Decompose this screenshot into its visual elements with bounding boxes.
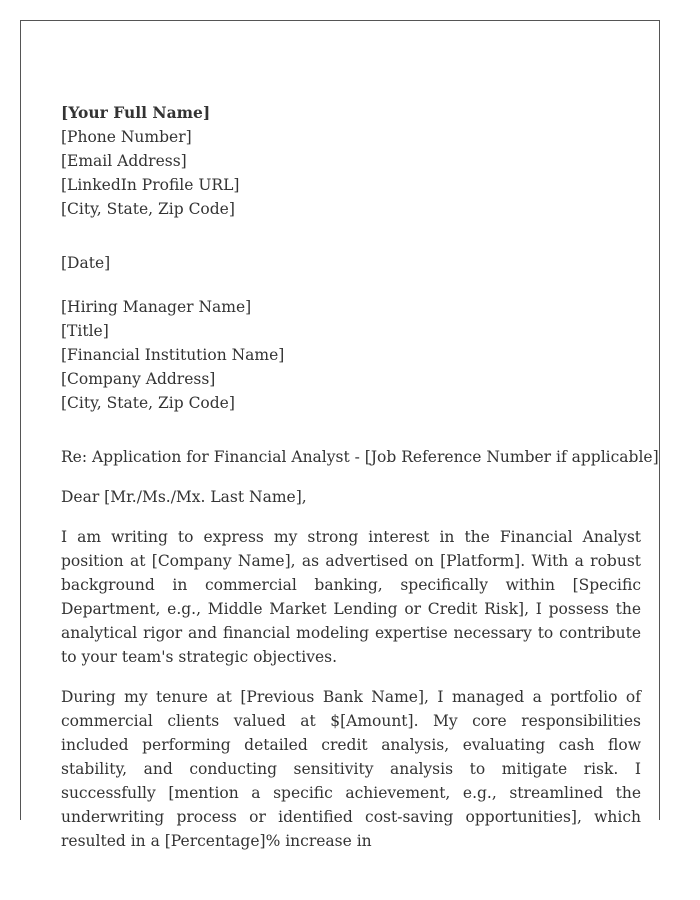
- letter-body: [61, 101, 659, 853]
- salutation: Dear [Mr./Ms./Mx. Last Name],: [61, 488, 307, 506]
- letter-date: [Date]: [61, 254, 111, 272]
- sender-name: [Your Full Name]: [61, 103, 211, 122]
- subject-line: Re: Application for Financial Analyst - [Job Reference Number if applicable]: [61, 448, 659, 466]
- sender-phone: [Phone Number]: [61, 128, 192, 146]
- recipient-institution: [Financial Institution Name]: [61, 346, 285, 364]
- paragraph: I am writing to express my strong interest in the Financial Analyst position at [Company Name], as advertised on [Platform]. With a robust background in commercial banking, specifically within [Specific Department, e.g., Middle Market Lending or Credit Risk], I possess the analytical rigor and financial modeling expertise necessary to contribute to your team's strategic objectives.: [61, 528, 641, 666]
- sender-email: [Email Address]: [61, 152, 187, 170]
- recipient-city: [City, State, Zip Code]: [61, 394, 235, 412]
- recipient-address: [Company Address]: [61, 370, 216, 388]
- sender-block: [61, 101, 641, 221]
- recipient-name: [Hiring Manager Name]: [61, 298, 252, 316]
- sender-city: [City, State, Zip Code]: [61, 200, 235, 218]
- recipient-title: [Title]: [61, 322, 109, 340]
- paragraph: During my tenure at [Previous Bank Name], I managed a portfolio of commercial clients valued at $[Amount]. My core responsibilities included performing detailed credit analysis, evaluating cash flow stability, and conducting sensitivity analysis to mitigate risk. I successfully [mention a specific achievement, e.g., streamlined the underwriting process or identified cost-saving opportunities], which resulted in a [Percentage]% increase in: [61, 688, 641, 850]
- document-page: [20, 20, 660, 850]
- sender-linkedin: [LinkedIn Profile URL]: [61, 176, 240, 194]
- recipient-block: [61, 295, 641, 415]
